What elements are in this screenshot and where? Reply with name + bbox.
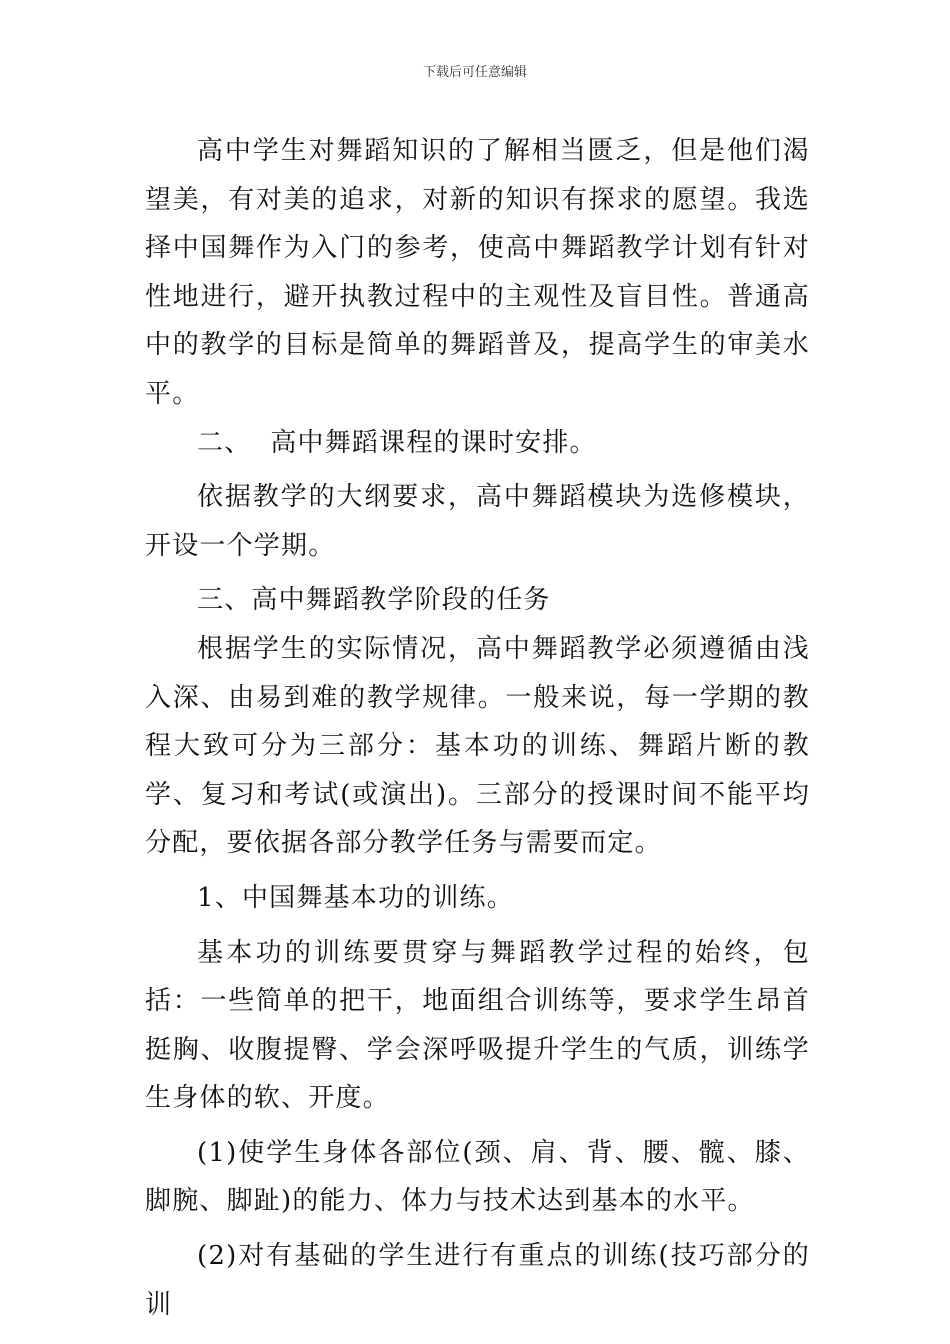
list-item-2: (2)对有基础的学生进行有重点的训练(技巧部分的训 <box>145 1241 810 1320</box>
document-body <box>145 127 810 1329</box>
subsection-heading-one: 1、中国舞基本功的训练。 <box>197 882 514 913</box>
paragraph-intro: 高中学生对舞蹈知识的了解相当匮乏，但是他们渴望美，有对美的追求，对新的知识有探求的愿望。我选择中国舞作为入门的参考，使高中舞蹈教学计划有针对性地进行，避开执教过程中的主观性及盲目性。普通高中的教学的目标是简单的舞蹈普及，提高学生的审美水平。 <box>145 136 810 409</box>
paragraph-schedule: 依据教学的大纲要求，高中舞蹈模块为选修模块，开设一个学期。 <box>145 482 810 561</box>
paragraph-basic-training: 基本功的训练要贯穿与舞蹈教学过程的始终，包括：一些简单的把干，地面组合训练等，要求学生昂首挺胸、收腹提臀、学会深呼吸提升学生的气质，训练学生身体的软、开度。 <box>145 937 810 1114</box>
paragraph-tasks: 根据学生的实际情况，高中舞蹈教学必须遵循由浅入深、由易到难的教学规律。一般来说，每一学期的教程大致可分为三部分：基本功的训练、舞蹈片断的教学、复习和考试(或演出)。三部分的授课时间不能平均分配，要依据各部分教学任务与需要而定。 <box>145 633 810 859</box>
page-header: 下载后可任意编辑 <box>422 65 527 80</box>
list-item-1: (1)使学生身体各部位(颈、肩、背、腰、髋、膝、脚腕、脚趾)的能力、体力与技术达到基本的水平。 <box>145 1137 810 1217</box>
section-heading-two: 二、 高中舞蹈课程的课时安排。 <box>197 427 597 458</box>
section-heading-three: 三、高中舞蹈教学阶段的任务 <box>197 585 551 616</box>
